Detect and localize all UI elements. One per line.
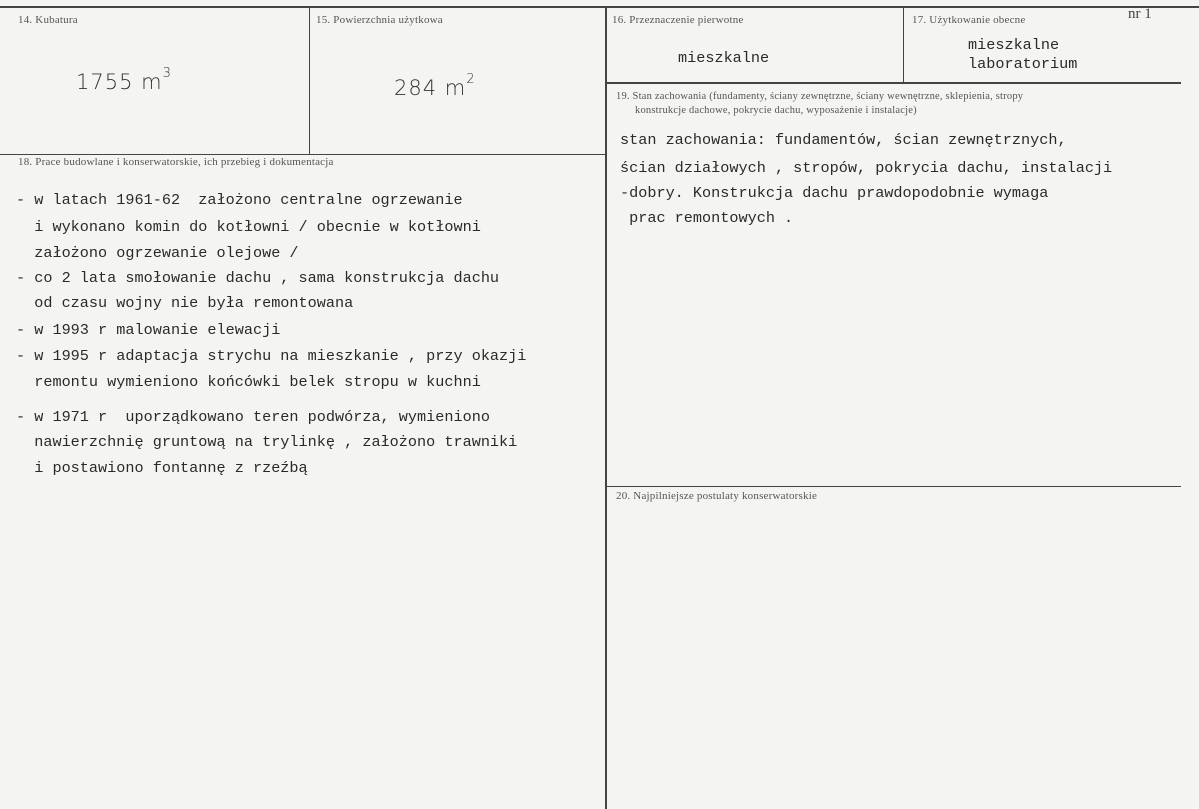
hline-19 <box>606 82 1181 84</box>
field-14-label: 14. Kubatura <box>18 14 78 26</box>
current-use-line-2: laboratorium <box>968 55 1078 73</box>
hline-18 <box>0 154 606 155</box>
field-15-label: 15. Powierzchnia użytkowa <box>316 14 443 26</box>
works-line-6: - w 1993 r malowanie elewacji <box>16 321 281 339</box>
works-line-11: i postawiono fontannę z rzeźbą <box>16 459 308 477</box>
top-border <box>0 6 1199 8</box>
works-line-8: remontu wymieniono końcówki belek stropu w kuchni <box>16 373 481 391</box>
original-use-value: mieszkalne <box>678 49 770 67</box>
works-line-5: od czasu wojny nie była remontowana <box>16 294 354 312</box>
field-20-label: 20. Najpilniejsze postulaty konserwatorskie <box>616 490 818 502</box>
hline-20 <box>606 486 1181 487</box>
field-18-label: 18. Prace budowlane i konserwatorskie, ich przebieg i dokumentacja <box>18 156 334 168</box>
works-line-10: nawierzchnię gruntową na trylinkę , założono trawniki <box>16 433 518 451</box>
works-line-7: - w 1995 r adaptacja strychu na mieszkanie , przy okazji <box>16 347 527 365</box>
card-number: nr 1 <box>1128 6 1152 22</box>
field-19-label-line-2: konstrukcje dachowe, pokrycie dachu, wyposażenie i instalacje) <box>635 105 917 116</box>
current-use-line-1: mieszkalne <box>968 36 1060 54</box>
volume-number: 1755 <box>76 70 134 94</box>
divider-14-15 <box>309 8 310 154</box>
condition-line-3: -dobry. Konstrukcja dachu prawdopodobnie wymaga <box>620 184 1049 202</box>
field-17-label: 17. Użytkowanie obecne <box>912 14 1026 26</box>
divider-main <box>605 8 607 809</box>
area-unit: m <box>444 76 467 100</box>
area-number: 284 <box>394 76 438 100</box>
condition-line-1: stan zachowania: fundamentów, ścian zewnętrznych, <box>620 131 1067 149</box>
works-line-1: - w latach 1961-62 założono centralne ogrzewanie <box>16 191 463 209</box>
volume-unit: m <box>141 70 163 94</box>
volume-value <box>76 66 172 94</box>
area-value <box>394 72 476 100</box>
works-line-2: i wykonano komin do kotłowni / obecnie w kotłowni <box>16 218 481 236</box>
condition-line-4: prac remontowych . <box>620 209 794 227</box>
condition-line-2: ścian działowych , stropów, pokrycia dachu, instalacji <box>620 159 1113 177</box>
volume-exp: 3 <box>162 66 172 81</box>
divider-16-17 <box>903 8 904 82</box>
works-line-3: założono ogrzewanie olejowe / <box>16 244 299 262</box>
works-line-4: - co 2 lata smołowanie dachu , sama konstrukcja dachu <box>16 269 500 287</box>
field-16-label: 16. Przeznaczenie pierwotne <box>612 14 744 26</box>
works-line-9: - w 1971 r uporządkowano teren podwórza, wymieniono <box>16 408 490 426</box>
area-exp: 2 <box>466 72 476 87</box>
field-19-label-line-1: 19. Stan zachowania (fundamenty, ściany zewnętrzne, ściany wewnętrzne, sklepienia, stropy <box>616 91 1024 102</box>
